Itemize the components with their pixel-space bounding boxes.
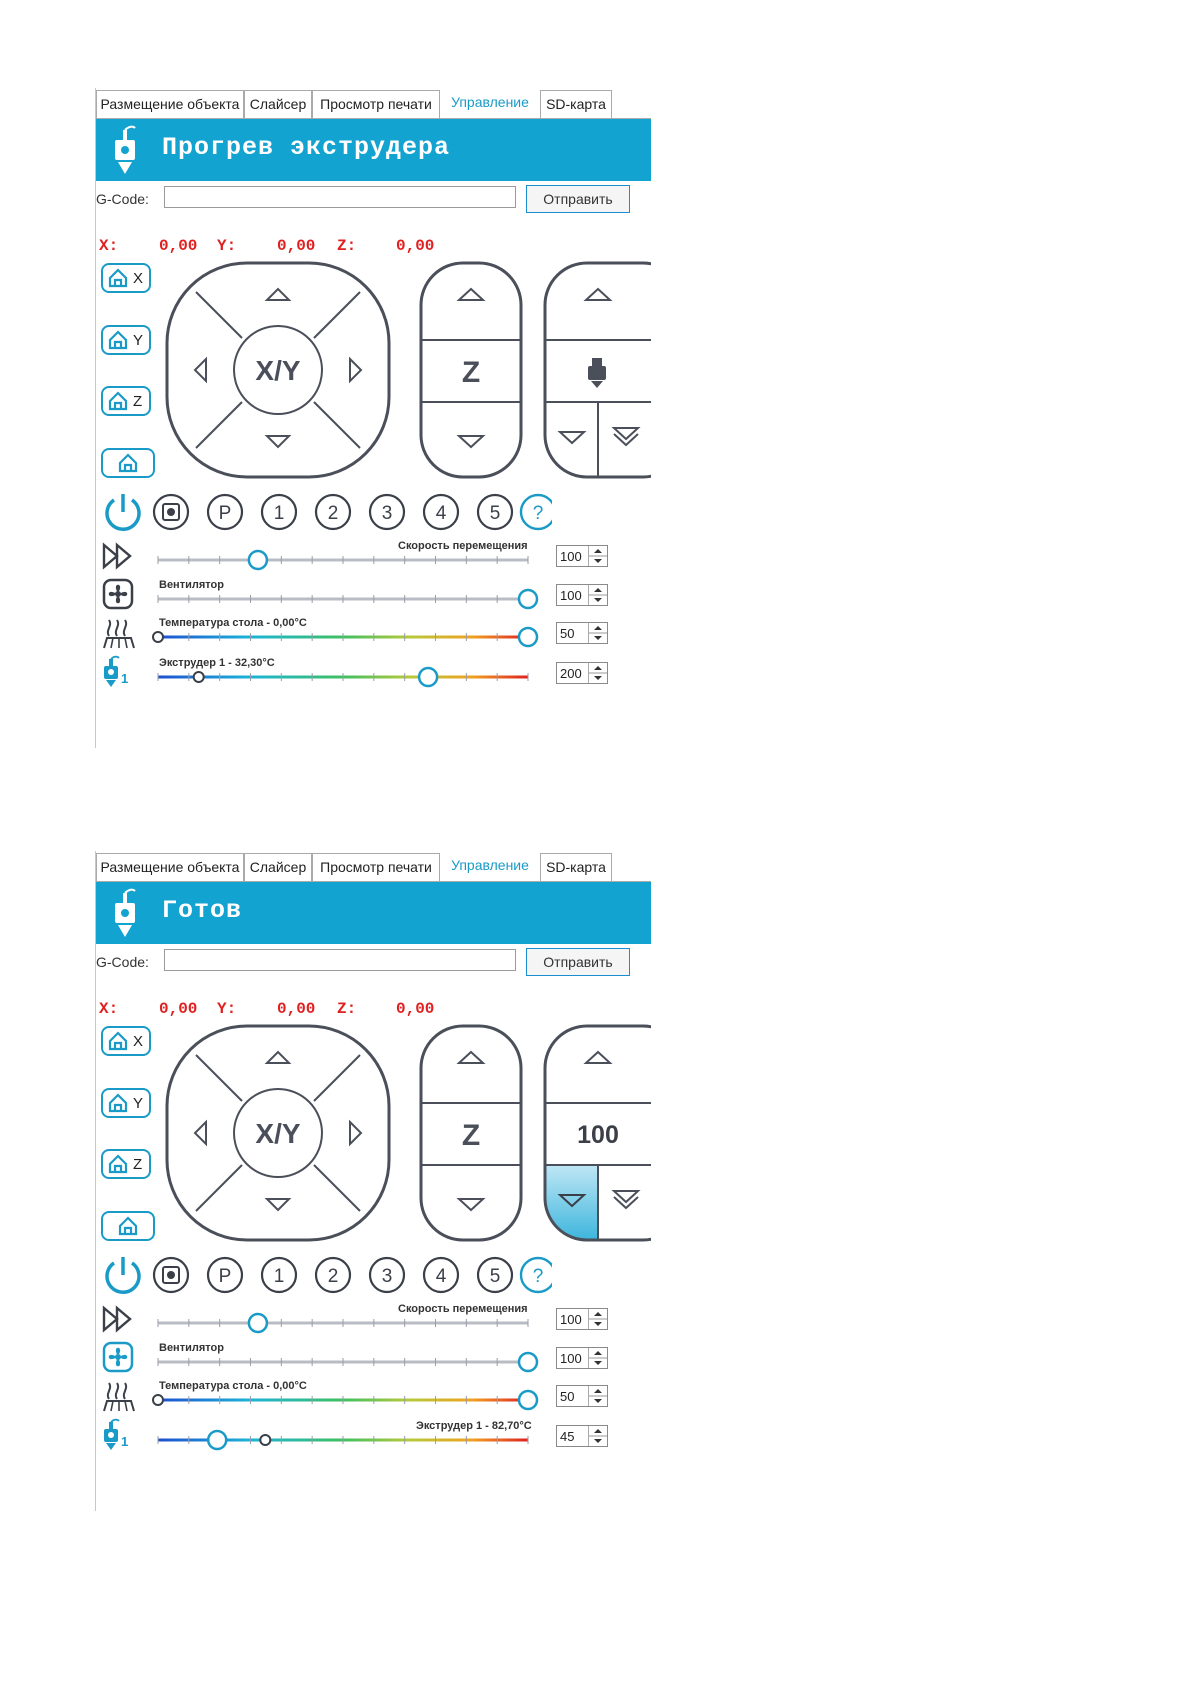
fan-value: 100 (560, 588, 582, 603)
tab-slicer[interactable]: Слайсер (244, 90, 312, 118)
fast-retract-arrow-icon (614, 1191, 638, 1208)
slider-handle (519, 628, 537, 646)
fan-label: Вентилятор (159, 579, 224, 591)
speed-spinbox[interactable] (556, 545, 608, 567)
speed-value: 100 (560, 1312, 582, 1327)
home-z-label: Z (133, 1156, 143, 1173)
slider-handle (519, 1391, 537, 1409)
home-icon (117, 452, 139, 474)
gcode-label: G-Code: (96, 954, 149, 970)
y-label: Y: (217, 1000, 237, 1018)
tab-print-preview[interactable]: Просмотр печати (312, 90, 440, 118)
home-x-button[interactable] (101, 1026, 151, 1056)
preset-buttons[interactable] (152, 1253, 552, 1297)
current-temp-marker (260, 1435, 270, 1445)
home-y-label: Y (133, 332, 144, 349)
power-icon[interactable] (101, 490, 145, 534)
svg-text:3: 3 (381, 1266, 393, 1287)
bed-temp-value: 50 (560, 626, 575, 641)
svg-text:5: 5 (489, 503, 501, 524)
status-title: Прогрев экструдера (162, 133, 451, 162)
preset-4-button (424, 495, 458, 529)
xy-jog-pad[interactable] (164, 1023, 394, 1253)
status-header (96, 882, 651, 944)
slider-handle (519, 590, 537, 608)
home-x-button[interactable] (101, 263, 151, 293)
home-icon (107, 1092, 129, 1114)
current-temp-marker (194, 672, 204, 682)
tab-sd-card[interactable]: SD-карта (540, 90, 612, 118)
home-x-label: X (133, 270, 144, 287)
home-icon (107, 329, 129, 351)
bed-temp-value: 50 (560, 1389, 575, 1404)
slider-handle (419, 668, 437, 686)
home-icon (107, 1153, 129, 1175)
y-value: 0,00 (277, 1000, 316, 1018)
svg-text:2: 2 (327, 503, 339, 524)
extruder-1-icon (101, 1418, 123, 1452)
svg-text:3: 3 (381, 503, 393, 524)
home-z-button[interactable] (101, 386, 151, 416)
speed-icon (101, 541, 137, 571)
svg-text:?: ? (532, 1266, 544, 1287)
speed-slider[interactable] (152, 543, 542, 573)
fan-slider[interactable] (152, 1345, 542, 1375)
extruder-jog-pad[interactable] (542, 260, 651, 490)
extruder-temp-value: 45 (560, 1429, 575, 1444)
svg-text:?: ? (532, 503, 544, 524)
tab-object-placement[interactable]: Размещение объекта (96, 853, 244, 881)
svg-text:1: 1 (273, 503, 285, 524)
preset-1-button (262, 1258, 296, 1292)
speed-icon (101, 1304, 137, 1334)
z-jog-pad[interactable] (418, 260, 528, 490)
gcode-input[interactable] (164, 949, 516, 971)
current-temp-marker (153, 632, 163, 642)
xy-jog-pad[interactable] (164, 260, 394, 490)
bed-temp-label: Температура стола - 0,00°C (159, 1380, 307, 1392)
home-icon (107, 1030, 129, 1052)
spin-arrows-icon[interactable] (588, 546, 607, 566)
svg-text:P: P (218, 1266, 232, 1287)
svg-text:5: 5 (489, 1266, 501, 1287)
home-icon (117, 1215, 139, 1237)
extruder-temp-spinbox[interactable] (556, 1425, 608, 1447)
svg-text:2: 2 (327, 1266, 339, 1287)
tab-bar (96, 851, 651, 882)
extruder-temp-value: 200 (560, 666, 582, 681)
bed-temp-label: Температура стола - 0,00°C (159, 617, 307, 629)
z-jog-pad[interactable] (418, 1023, 528, 1253)
home-icon (107, 267, 129, 289)
preset-5-button (478, 1258, 512, 1292)
slider-handle (208, 1431, 226, 1449)
preset-buttons[interactable] (152, 490, 552, 534)
speed-spinbox[interactable] (556, 1308, 608, 1330)
extruder-jog-pad[interactable] (542, 1023, 651, 1253)
spin-arrows-icon[interactable] (588, 663, 607, 683)
send-button[interactable]: Отправить (526, 185, 630, 213)
tab-print-preview[interactable]: Просмотр печати (312, 853, 440, 881)
tab-control[interactable]: Управление (440, 851, 540, 879)
fan-value: 100 (560, 1351, 582, 1366)
current-temp-marker (153, 1395, 163, 1405)
tab-bar (96, 88, 651, 119)
svg-text:P: P (218, 503, 232, 524)
spin-arrows-icon[interactable] (588, 1309, 607, 1329)
z-value: 0,00 (396, 237, 435, 255)
x-value: 0,00 (159, 237, 198, 255)
slider-handle (519, 1353, 537, 1371)
svg-text:4: 4 (435, 503, 447, 524)
y-label: Y: (217, 237, 237, 255)
fan-slider[interactable] (152, 582, 542, 612)
heated-bed-icon (101, 618, 137, 650)
preset-5-button (478, 495, 512, 529)
xy-center-label: X/Y (255, 355, 301, 386)
x-label: X: (99, 237, 119, 255)
speed-label: Скорость перемещения (398, 1303, 528, 1315)
preset-3-button (370, 1258, 404, 1292)
extruder-icon (110, 124, 140, 178)
send-button[interactable]: Отправить (526, 948, 630, 976)
y-value: 0,00 (277, 237, 316, 255)
speed-label: Скорость перемещения (398, 540, 528, 552)
status-header (96, 119, 651, 181)
status-title: Готов (162, 896, 243, 925)
z-label: Z (461, 1119, 481, 1152)
spin-arrows-icon[interactable] (588, 585, 607, 605)
extruder-number: 1 (121, 671, 129, 686)
z-label: Z: (337, 237, 357, 255)
up-arrow-icon (586, 1052, 610, 1063)
home-x-label: X (133, 1033, 144, 1050)
z-value: 0,00 (396, 1000, 435, 1018)
extruder-number: 1 (121, 1434, 129, 1449)
preset-2-button (316, 495, 350, 529)
home-y-button[interactable] (101, 325, 151, 355)
preset-3-button (370, 495, 404, 529)
z-label: Z (461, 356, 481, 389)
z-label: Z: (337, 1000, 357, 1018)
fan-label: Вентилятор (159, 1342, 224, 1354)
tab-control[interactable]: Управление (440, 88, 540, 116)
extruder-temp-label: Экструдер 1 - 32,30°C (159, 657, 275, 669)
home-y-button[interactable] (101, 1088, 151, 1118)
home-all-button[interactable] (101, 1211, 155, 1241)
x-label: X: (99, 1000, 119, 1018)
slider-handle (249, 551, 267, 569)
home-all-button[interactable] (101, 448, 155, 478)
preset-p-button (208, 495, 242, 529)
preset-1-button (262, 495, 296, 529)
spin-arrows-icon[interactable] (588, 1348, 607, 1368)
control-panel-2 (95, 851, 651, 1511)
tab-sd-card[interactable]: SD-карта (540, 853, 612, 881)
home-y-label: Y (133, 1095, 144, 1112)
heated-bed-icon (101, 1381, 137, 1413)
bed-temp-spinbox[interactable] (556, 1385, 608, 1407)
fan-spinbox[interactable] (556, 584, 608, 606)
extrude-amount: 100 (577, 1121, 619, 1149)
svg-text:4: 4 (435, 1266, 447, 1287)
tab-object-placement[interactable]: Размещение объекта (96, 90, 244, 118)
control-panel-1 (95, 88, 651, 748)
extruder-1-icon (101, 655, 123, 689)
fan-spinbox[interactable] (556, 1347, 608, 1369)
home-z-label: Z (133, 393, 143, 410)
stop-button (154, 495, 188, 529)
gcode-label: G-Code: (96, 191, 149, 207)
bed-temp-slider[interactable] (152, 1383, 542, 1413)
preset-p-button (208, 1258, 242, 1292)
home-z-button[interactable] (101, 1149, 151, 1179)
spin-arrows-icon[interactable] (588, 1386, 607, 1406)
gcode-input[interactable] (164, 186, 516, 208)
preset-2-button (316, 1258, 350, 1292)
extruder-temp-spinbox[interactable] (556, 662, 608, 684)
extruder-temp-slider[interactable] (152, 1423, 542, 1453)
extruder-temp-label: Экструдер 1 - 82,70°C (416, 1420, 532, 1432)
home-icon (107, 390, 129, 412)
speed-value: 100 (560, 549, 582, 564)
spin-arrows-icon[interactable] (588, 1426, 607, 1446)
extruder-icon (110, 887, 140, 941)
x-value: 0,00 (159, 1000, 198, 1018)
bed-temp-spinbox[interactable] (556, 622, 608, 644)
bed-temp-slider[interactable] (152, 620, 542, 650)
stop-button (154, 1258, 188, 1292)
help-button (521, 495, 552, 529)
preset-4-button (424, 1258, 458, 1292)
fan-icon[interactable] (102, 1341, 136, 1375)
spin-arrows-icon[interactable] (588, 623, 607, 643)
slider-handle (249, 1314, 267, 1332)
fan-icon[interactable] (102, 578, 136, 612)
svg-text:1: 1 (273, 1266, 285, 1287)
tab-slicer[interactable]: Слайсер (244, 853, 312, 881)
power-icon[interactable] (101, 1253, 145, 1297)
speed-slider[interactable] (152, 1306, 542, 1336)
extruder-temp-slider[interactable] (152, 660, 542, 690)
help-button (521, 1258, 552, 1292)
xy-center-label: X/Y (255, 1118, 301, 1149)
